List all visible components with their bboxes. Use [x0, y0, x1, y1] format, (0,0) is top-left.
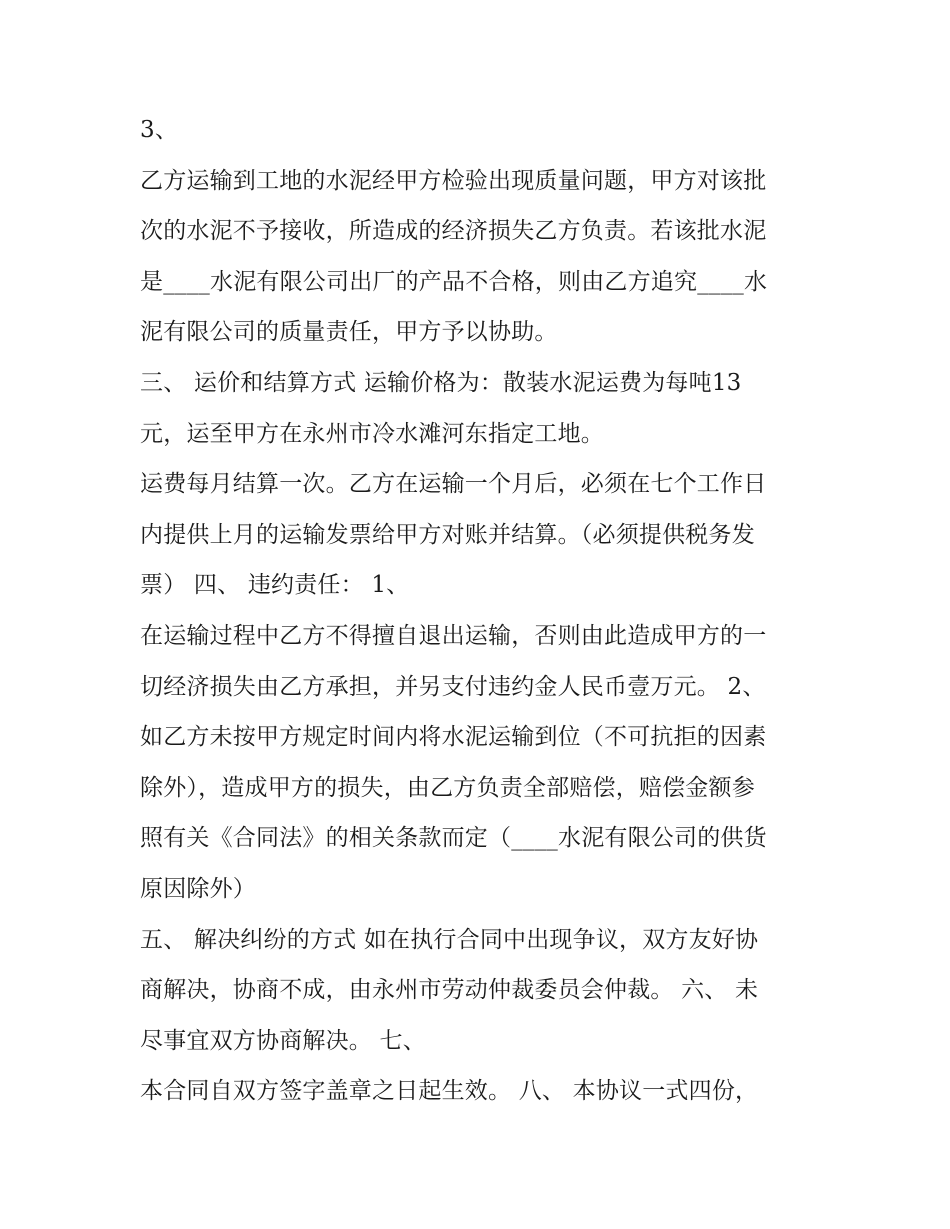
text-line: 在运输过程中乙方不得擅自退出运输，否则由此造成甲方的一 [140, 623, 767, 649]
text-line: 切经济损失由乙方承担，并另支付违约金人民币壹万元。 2、 [140, 674, 766, 700]
text-line: 本合同自双方签字盖章之日起生效。 八、 本协议一式四份， [140, 1078, 759, 1104]
text-line: 运费每月结算一次。乙方在运输一个月后，必须在七个工作日 [140, 471, 767, 497]
text-line: 三、 运价和结算方式 运输价格为：散装水泥运费为每吨13 [140, 370, 742, 396]
text-line: 如乙方未按甲方规定时间内将水泥运输到位（不可抗拒的因素 [140, 724, 767, 750]
text-line: 除外），造成甲方的损失，由乙方负责全部赔偿，赔偿金额参 [140, 775, 755, 801]
text-line: 是____水泥有限公司出厂的产品不合格，则由乙方追究____水 [140, 269, 768, 295]
text-line: 票） 四、 违约责任： 1、 [140, 572, 410, 598]
text-line: 内提供上月的运输发票给甲方对账并结算。（必须提供税务发 [140, 522, 755, 548]
text-line: 照有关《合同法》的相关条款而定（____水泥有限公司的供货 [140, 825, 767, 851]
text-line: 次的水泥不予接收，所造成的经济损失乙方负责。若该批水泥 [140, 218, 767, 244]
text-line: 泥有限公司的质量责任，甲方予以协助。 [140, 319, 558, 345]
text-line: 元，运至甲方在永州市冷水滩河东指定工地。 [140, 421, 604, 447]
text-line: 3、 [140, 117, 179, 143]
text-line: 原因除外） [140, 876, 256, 902]
text-line: 乙方运输到工地的水泥经甲方检验出现质量问题，甲方对该批 [140, 168, 767, 194]
text-line: 五、 解决纠纷的方式 如在执行合同中出现争议，双方友好协 [140, 927, 759, 953]
text-line: 商解决，协商不成，由永州市劳动仲裁委员会仲裁。 六、 未 [140, 977, 759, 1003]
text-line: 尽事宜双方协商解决。 七、 [140, 1028, 426, 1054]
